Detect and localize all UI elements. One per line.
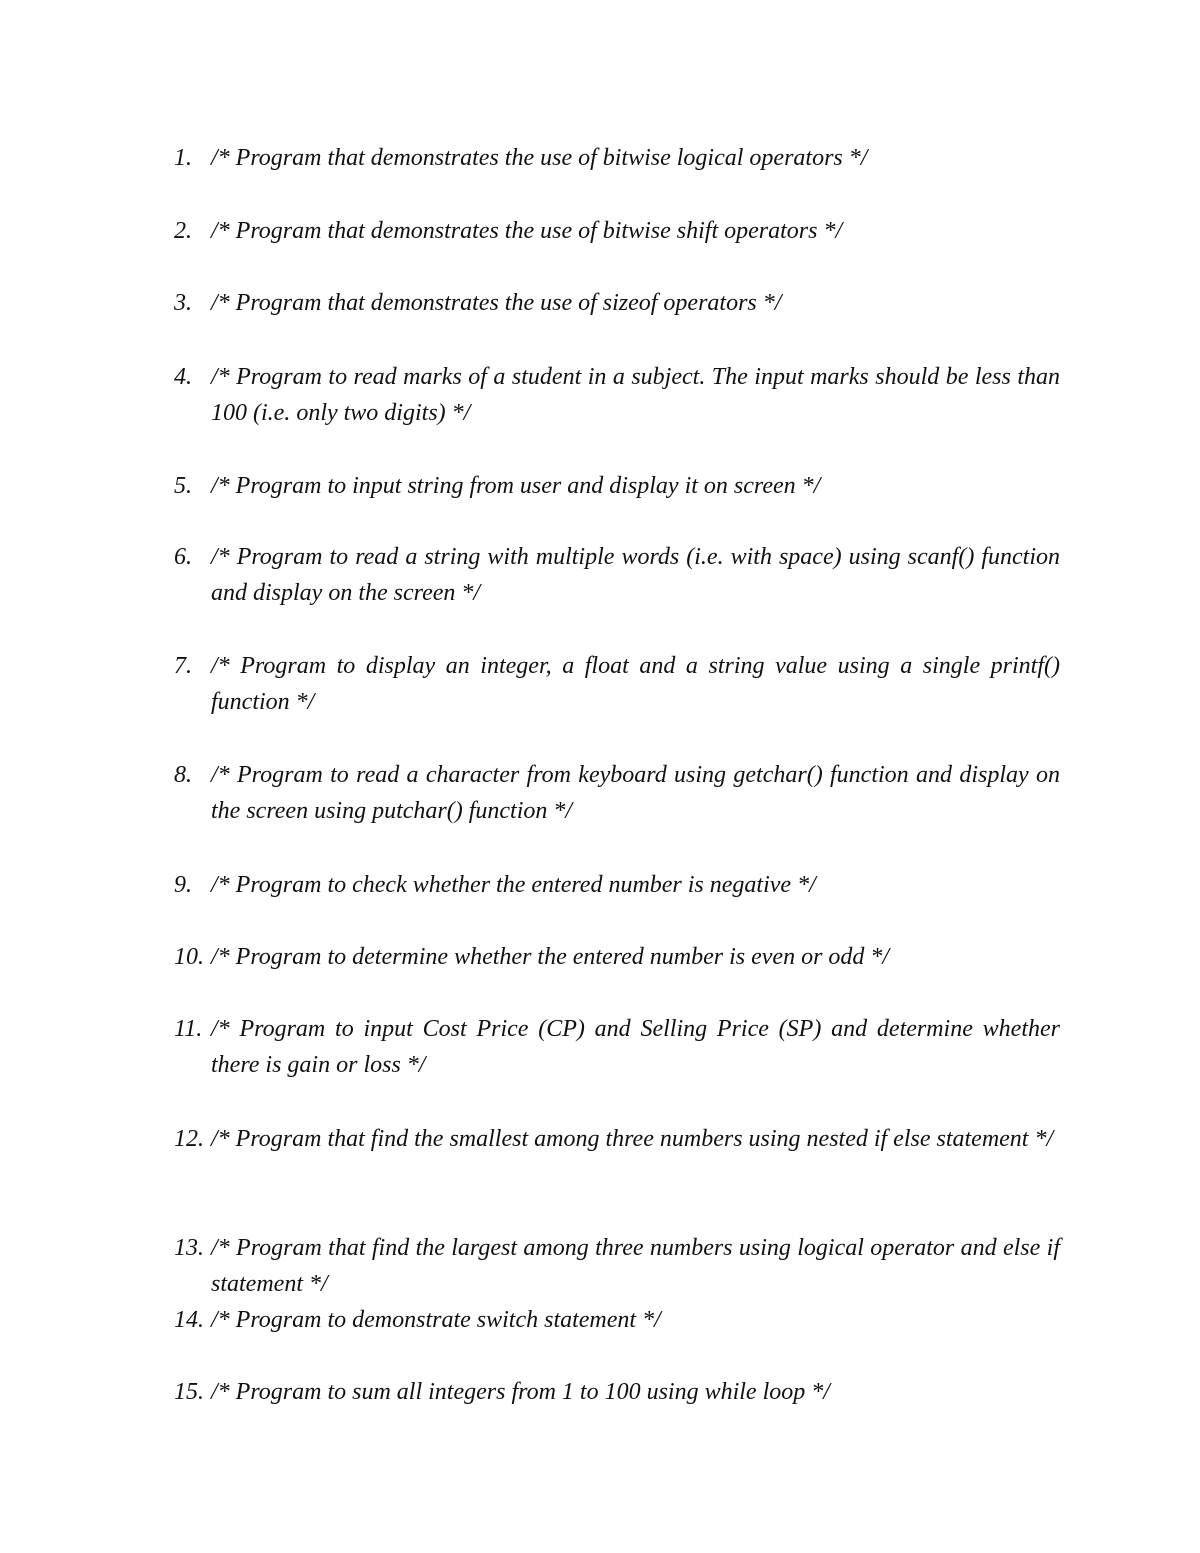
item-text: /* Program to determine whether the entered number is even or odd */ [211,944,890,970]
list-item [174,468,1060,504]
list-item [174,359,1060,431]
item-number: 7. [174,653,192,679]
item-text: /* Program that find the largest among three numbers using logical operator and else if statement */ [211,1235,1060,1297]
item-number: 2. [174,218,192,244]
item-number: 13. [174,1235,204,1261]
item-text: /* Program that find the smallest among three numbers using nested if else statement */ [211,1126,1054,1152]
item-number: 8. [174,762,192,788]
list-item [174,285,1060,321]
list-item [174,1011,1060,1083]
item-number: 1. [174,145,192,171]
item-text: /* Program to input Cost Price (CP) and Selling Price (SP) and determine whether there is gain or loss */ [211,1016,1060,1078]
item-number: 14. [174,1307,204,1333]
item-number: 9. [174,872,192,898]
list-item [174,539,1060,611]
item-text: /* Program that demonstrates the use of bitwise logical operators */ [211,145,868,171]
item-text: /* Program to read a character from keyboard using getchar() function and display on the screen using putchar() function */ [211,762,1060,824]
item-text: /* Program to read a string with multiple words (i.e. with space) using scanf() function and display on the screen */ [211,544,1060,606]
item-number: 10. [174,944,204,970]
list-item [174,213,1060,249]
item-text: /* Program to input string from user and display it on screen */ [211,473,821,499]
list-item [174,140,1060,176]
item-text: /* Program that demonstrates the use of sizeof operators */ [211,290,782,316]
item-number: 15. [174,1379,204,1405]
list-item [174,867,1060,903]
list-item [174,1374,1060,1410]
list-item [174,1302,1060,1338]
list-item [174,757,1060,829]
item-text: /* Program to read marks of a student in a subject. The input marks should be less than 100 (i.e. only two digits) */ [211,364,1060,426]
list-item [174,939,1060,975]
item-text: /* Program to display an integer, a float and a string value using a single printf() function */ [211,653,1060,715]
item-number: 5. [174,473,192,499]
item-text: /* Program to check whether the entered number is negative */ [211,872,816,898]
item-number: 6. [174,544,192,570]
item-text: /* Program that demonstrates the use of bitwise shift operators */ [211,218,843,244]
item-number: 3. [174,290,192,316]
item-text: /* Program to sum all integers from 1 to 100 using while loop */ [211,1379,830,1405]
item-number: 11. [174,1016,203,1042]
list-item [174,648,1060,720]
list-item [174,1230,1060,1302]
item-number: 4. [174,364,192,390]
item-text: /* Program to demonstrate switch statement */ [211,1307,661,1333]
item-number: 12. [174,1126,204,1152]
list-item [174,1121,1060,1157]
